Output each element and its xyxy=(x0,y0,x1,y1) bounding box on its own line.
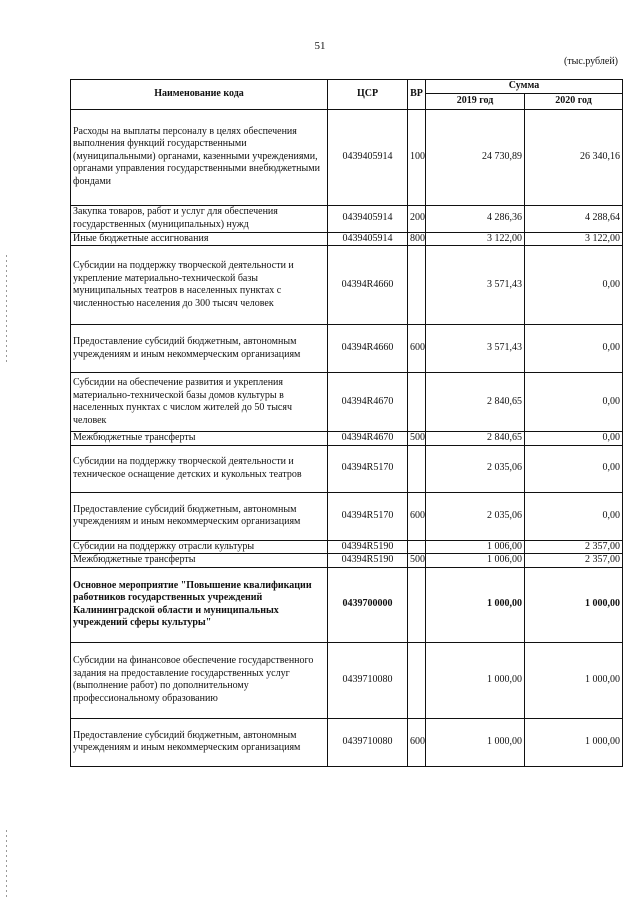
row-name: Предоставление субсидий бюджетным, автономным учреждениям и иным некоммерческим организациям xyxy=(71,492,328,540)
row-vr: 800 xyxy=(408,232,426,246)
header-vr: ВР xyxy=(408,80,426,110)
row-vr xyxy=(408,540,426,554)
table-row xyxy=(71,554,623,568)
table-row xyxy=(71,205,623,232)
row-name: Субсидии на финансовое обеспечение государственного задания на предоставление государственных услуг (выполнение работ) по дополнительному профессиональному образованию xyxy=(71,642,328,718)
page-number: 51 xyxy=(314,40,326,52)
row-csr: 0439700000 xyxy=(328,567,408,642)
row-2019: 24 730,89 xyxy=(426,109,525,205)
row-2019: 2 840,65 xyxy=(426,373,525,432)
units-label: (тыс.рублей) xyxy=(563,56,618,67)
row-name: Расходы на выплаты персоналу в целях обеспечения выполнения функций государственными (муниципальными) органами, казенными учреждениями, органами управления государственными внебюджетными фондами xyxy=(71,109,328,205)
row-name: Закупка товаров, работ и услуг для обеспечения государственных (муниципальных) нужд xyxy=(71,205,328,232)
row-vr xyxy=(408,246,426,325)
row-name: Субсидии на поддержку творческой деятельности и техническое оснащение детских и кукольных театров xyxy=(71,445,328,492)
table-row xyxy=(71,109,623,205)
table-row xyxy=(71,246,623,325)
row-csr: 04394R5170 xyxy=(328,445,408,492)
row-csr: 04394R4670 xyxy=(328,432,408,446)
row-csr: 0439710080 xyxy=(328,642,408,718)
row-2020: 1 000,00 xyxy=(525,642,623,718)
header-csr: ЦСР xyxy=(328,80,408,110)
row-csr: 04394R5190 xyxy=(328,554,408,568)
row-csr: 04394R4670 xyxy=(328,373,408,432)
row-name: Межбюджетные трансферты xyxy=(71,554,328,568)
row-2020: 0,00 xyxy=(525,492,623,540)
row-2020: 4 288,64 xyxy=(525,205,623,232)
row-2020: 0,00 xyxy=(525,325,623,373)
table-row xyxy=(71,432,623,446)
table-row xyxy=(71,567,623,642)
row-2020: 3 122,00 xyxy=(525,232,623,246)
row-name: Предоставление субсидий бюджетным, автономным учреждениям и иным некоммерческим организациям xyxy=(71,325,328,373)
row-2020: 0,00 xyxy=(525,432,623,446)
row-vr xyxy=(408,642,426,718)
row-2020: 0,00 xyxy=(525,445,623,492)
row-2019: 2 840,65 xyxy=(426,432,525,446)
header-row xyxy=(71,80,623,94)
table-row xyxy=(71,445,623,492)
row-2020: 0,00 xyxy=(525,373,623,432)
row-vr xyxy=(408,567,426,642)
row-2019: 1 006,00 xyxy=(426,554,525,568)
row-vr: 200 xyxy=(408,205,426,232)
header-2020: 2020 год xyxy=(525,93,623,109)
row-2020: 2 357,00 xyxy=(525,540,623,554)
row-vr: 600 xyxy=(408,718,426,766)
margin-mark xyxy=(6,255,7,365)
row-2020: 26 340,16 xyxy=(525,109,623,205)
row-vr xyxy=(408,373,426,432)
row-2019: 4 286,36 xyxy=(426,205,525,232)
row-2019: 2 035,06 xyxy=(426,445,525,492)
table-row xyxy=(71,373,623,432)
row-csr: 0439710080 xyxy=(328,718,408,766)
table-row xyxy=(71,540,623,554)
margin-mark xyxy=(6,830,7,900)
table-row xyxy=(71,718,623,766)
table-row xyxy=(71,492,623,540)
row-2019: 1 000,00 xyxy=(426,642,525,718)
row-csr: 0439405914 xyxy=(328,232,408,246)
table-row xyxy=(71,642,623,718)
row-csr: 0439405914 xyxy=(328,205,408,232)
row-2019: 1 000,00 xyxy=(426,567,525,642)
row-name: Предоставление субсидий бюджетным, автономным учреждениям и иным некоммерческим организациям xyxy=(71,718,328,766)
row-name: Субсидии на обеспечение развития и укрепления материально-технической базы домов культуры в населенных пунктах с числом жителей до 50 тысяч человек xyxy=(71,373,328,432)
row-name: Межбюджетные трансферты xyxy=(71,432,328,446)
row-name: Основное мероприятие "Повышение квалификации работников государственных учреждений Калининградской области и муниципальных учреждений сферы культуры" xyxy=(71,567,328,642)
row-name: Субсидии на поддержку творческой деятельности и укрепление материально-технической базы муниципальных театров в населенных пунктах с численностью населения до 300 тысяч человек xyxy=(71,246,328,325)
row-csr: 04394R4660 xyxy=(328,246,408,325)
row-vr: 500 xyxy=(408,554,426,568)
row-2020: 1 000,00 xyxy=(525,718,623,766)
row-2020: 1 000,00 xyxy=(525,567,623,642)
row-csr: 04394R5170 xyxy=(328,492,408,540)
row-2019: 2 035,06 xyxy=(426,492,525,540)
row-csr: 04394R4660 xyxy=(328,325,408,373)
row-vr: 500 xyxy=(408,432,426,446)
row-2019: 3 571,43 xyxy=(426,246,525,325)
row-csr: 0439405914 xyxy=(328,109,408,205)
row-vr: 600 xyxy=(408,325,426,373)
row-2019: 3 571,43 xyxy=(426,325,525,373)
header-name: Наименование кода xyxy=(71,80,328,110)
row-vr xyxy=(408,445,426,492)
row-2019: 1 000,00 xyxy=(426,718,525,766)
budget-table xyxy=(70,79,623,767)
row-name: Субсидии на поддержку отрасли культуры xyxy=(71,540,328,554)
row-2020: 2 357,00 xyxy=(525,554,623,568)
header-sum: Сумма xyxy=(426,80,623,94)
table-row xyxy=(71,325,623,373)
row-2020: 0,00 xyxy=(525,246,623,325)
row-2019: 1 006,00 xyxy=(426,540,525,554)
row-2019: 3 122,00 xyxy=(426,232,525,246)
row-name: Иные бюджетные ассигнования xyxy=(71,232,328,246)
row-vr: 600 xyxy=(408,492,426,540)
table-row xyxy=(71,232,623,246)
row-vr: 100 xyxy=(408,109,426,205)
header-2019: 2019 год xyxy=(426,93,525,109)
row-csr: 04394R5190 xyxy=(328,540,408,554)
